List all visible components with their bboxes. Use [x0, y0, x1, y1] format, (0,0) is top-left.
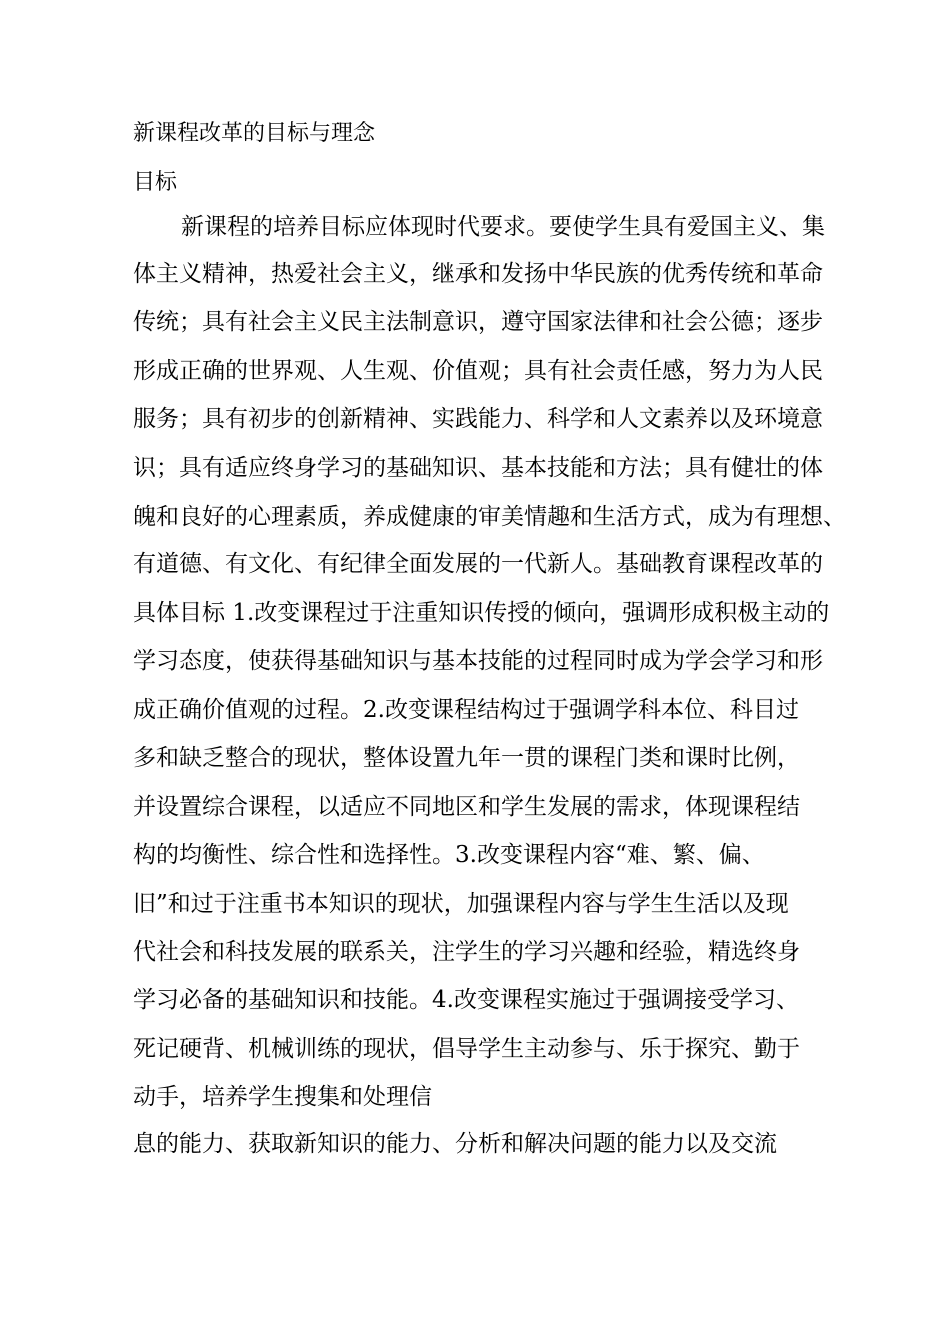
body-line: 具体目标 1.改变课程过于注重知识传授的倾向，强调形成积极主动的 — [133, 600, 830, 626]
section-heading: 目标 — [133, 170, 178, 195]
body-line: 新课程的培养目标应体现时代要求。要使学生具有爱国主义、集 — [181, 214, 825, 240]
body-line: 学习必备的基础知识和技能。4.改变课程实施过于强调接受学习、 — [133, 987, 799, 1013]
body-line: 死记硬背、机械训练的现状，倡导学生主动参与、乐于探究、勤于 — [133, 1036, 800, 1062]
body-line: 有道德、有文化、有纪律全面发展的一代新人。基础教育课程改革的 — [133, 551, 823, 577]
body-line: 识；具有适应终身学习的基础知识、基本技能和方法；具有健壮的体 — [133, 455, 823, 481]
body-line: 代社会和科技发展的联系关，注学生的学习兴趣和经验，精选终身 — [133, 939, 800, 965]
body-line: 体主义精神，热爱社会主义，继承和发扬中华民族的优秀传统和革命 — [133, 261, 823, 287]
body-line: 传统；具有社会主义民主法制意识，遵守国家法律和社会公德；逐步 — [133, 309, 823, 335]
body-line: 成正确价值观的过程。2.改变课程结构过于强调学科本位、科目过 — [133, 697, 799, 723]
body-line: 动手，培养学生搜集和处理信 — [133, 1084, 432, 1110]
body-line: 多和缺乏整合的现状，整体设置九年一贯的课程门类和课时比例， — [133, 745, 800, 771]
document-title: 新课程改革的目标与理念 — [133, 121, 376, 146]
body-line: 构的均衡性、综合性和选择性。3.改变课程内容“难、繁、偏、 — [133, 842, 765, 868]
body-line: 旧”和过于注重书本知识的现状，加强课程内容与学生生活以及现 — [133, 891, 789, 917]
body-line: 并设置综合课程，以适应不同地区和学生发展的需求，体现课程结 — [133, 794, 800, 820]
body-line: 形成正确的世界观、人生观、价值观；具有社会责任感，努力为人民 — [133, 358, 823, 384]
body-line: 学习态度，使获得基础知识与基本技能的过程同时成为学会学习和形 — [133, 648, 823, 674]
body-line: 服务；具有初步的创新精神、实践能力、科学和人文素养以及环境意 — [133, 406, 823, 432]
body-line: 息的能力、获取新知识的能力、分析和解决问题的能力以及交流 — [133, 1131, 777, 1157]
body-line: 魄和良好的心理素质，养成健康的审美情趣和生活方式，成为有理想、 — [133, 504, 846, 530]
